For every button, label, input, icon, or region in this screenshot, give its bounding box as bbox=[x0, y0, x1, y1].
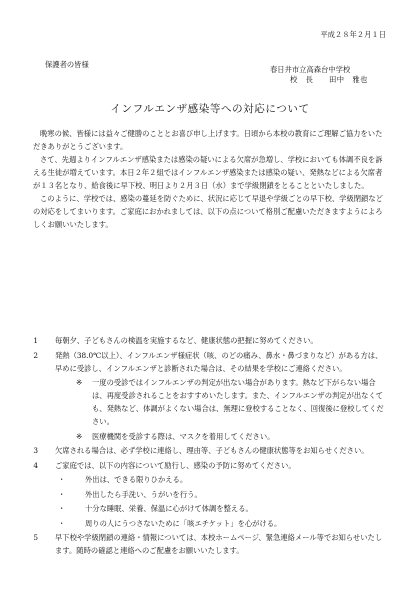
list-item-text: 早下校や学級閉鎖の連絡・情報については、本校ホームページ、緊急連絡メール等でお知らせいたします。随時の確認と連絡へのご配慮をお願いいたします。 bbox=[55, 533, 383, 555]
note-diagnosis bbox=[64, 376, 388, 428]
intro-body bbox=[33, 127, 389, 231]
bullet-mark: ・ bbox=[58, 504, 66, 513]
bullet-item bbox=[58, 488, 388, 501]
bullet-text: 外出したら手洗い、うがいを行う。 bbox=[85, 489, 202, 499]
bullet-text: 周りの人にうつさないために「咳エチケット」を心がける。 bbox=[85, 518, 282, 528]
request-list bbox=[28, 334, 388, 559]
bullet-mark: ・ bbox=[58, 518, 66, 528]
school-name: 春日井市立高森台中学校 bbox=[270, 65, 351, 74]
list-item-3 bbox=[28, 444, 388, 457]
list-item-2 bbox=[28, 349, 388, 375]
document-date: 平成２８年２月１日 bbox=[320, 30, 386, 39]
bullet-text: 十分な睡眠、栄養、保温に心がけて体調を整える。 bbox=[85, 504, 253, 513]
list-item-text: 欠席される場合は、必ず学校に連絡し、理由等、子どもさんの健康状態等をお知らせください。 bbox=[55, 446, 369, 455]
list-item-1 bbox=[28, 334, 388, 347]
list-number: 2 bbox=[33, 350, 38, 360]
list-item-4 bbox=[28, 459, 388, 472]
note-text: 一度の受診ではインフルエンザの判定が出ない場合があります。熱など下がらない場合は、再度受診されることをおすすめいたします。また、インフルエンザの判定が出なくても、発熱など、体調がよくない場合は、無理に登校することなく、回復後に登校してください。 bbox=[92, 378, 384, 426]
list-item-text: ご家庭では、以下の内容について励行し、感染の予防に努めてください。 bbox=[55, 460, 296, 470]
bullet-mark: ・ bbox=[58, 475, 66, 484]
list-number: 4 bbox=[33, 460, 38, 470]
list-item-5 bbox=[28, 531, 388, 557]
list-item-text: 発熱（38.0℃以上）、インフルエンザ様症状（咳、のどの痛み、鼻水・鼻づまりなど）がある方は、早めに受診し、インフルエンザと診断された場合は、その結果を学校にご連絡ください。 bbox=[55, 350, 383, 373]
bullet-text: 外出は、できる限りひかえる。 bbox=[85, 475, 188, 484]
note-text: 医療機関を受診する際は、マスクを着用してください。 bbox=[92, 431, 275, 441]
list-number: 5 bbox=[33, 533, 38, 542]
bullet-item bbox=[58, 473, 388, 486]
document-title: インフルエンザ感染等への対応について bbox=[110, 103, 310, 115]
list-number: 1 bbox=[33, 336, 38, 345]
list-number: 3 bbox=[33, 446, 38, 455]
note-mark: ※ bbox=[76, 378, 83, 387]
list-item-text: 毎朝夕、子どもさんの検温を実施するなど、健康状態の把握に努めてください。 bbox=[55, 336, 318, 345]
bullet-item bbox=[58, 517, 388, 530]
paragraph-greeting: 晩寒の候、皆様には益々ご健勝のこととお喜び申し上げます。日頃から本校の教育にご理解ご協力をいただきありがとうございます。 bbox=[33, 129, 383, 151]
principal-name: 校 長 田中 雅也 bbox=[290, 75, 368, 84]
note-mark: ※ bbox=[76, 431, 83, 441]
note-mask bbox=[64, 430, 388, 443]
bullet-item bbox=[58, 502, 388, 515]
recipient: 保護者の皆様 bbox=[45, 60, 89, 69]
paragraph-situation: さて、先週よりインフルエンザ感染または感染の疑いによる欠席が急増し、学校においても体調不良を訴える生徒が増えています。本日２年２組ではインフルエンザ感染または感染の疑い、発熱などによる欠席者が１３名となり、給食後に早下校、明日より２月３日（水）まで学級閉鎖をとることといたしました。 bbox=[33, 155, 383, 190]
paragraph-request: このように、学校では、感染の蔓延を防ぐために、状況に応じて早退や学級ごとの早下校、学級閉鎖などの対応をしてまいります。ご家庭におかれましては、以下の点について格別ご配慮いただきますようによろしくお願いいたします。 bbox=[33, 194, 383, 229]
bullet-mark: ・ bbox=[58, 489, 66, 499]
